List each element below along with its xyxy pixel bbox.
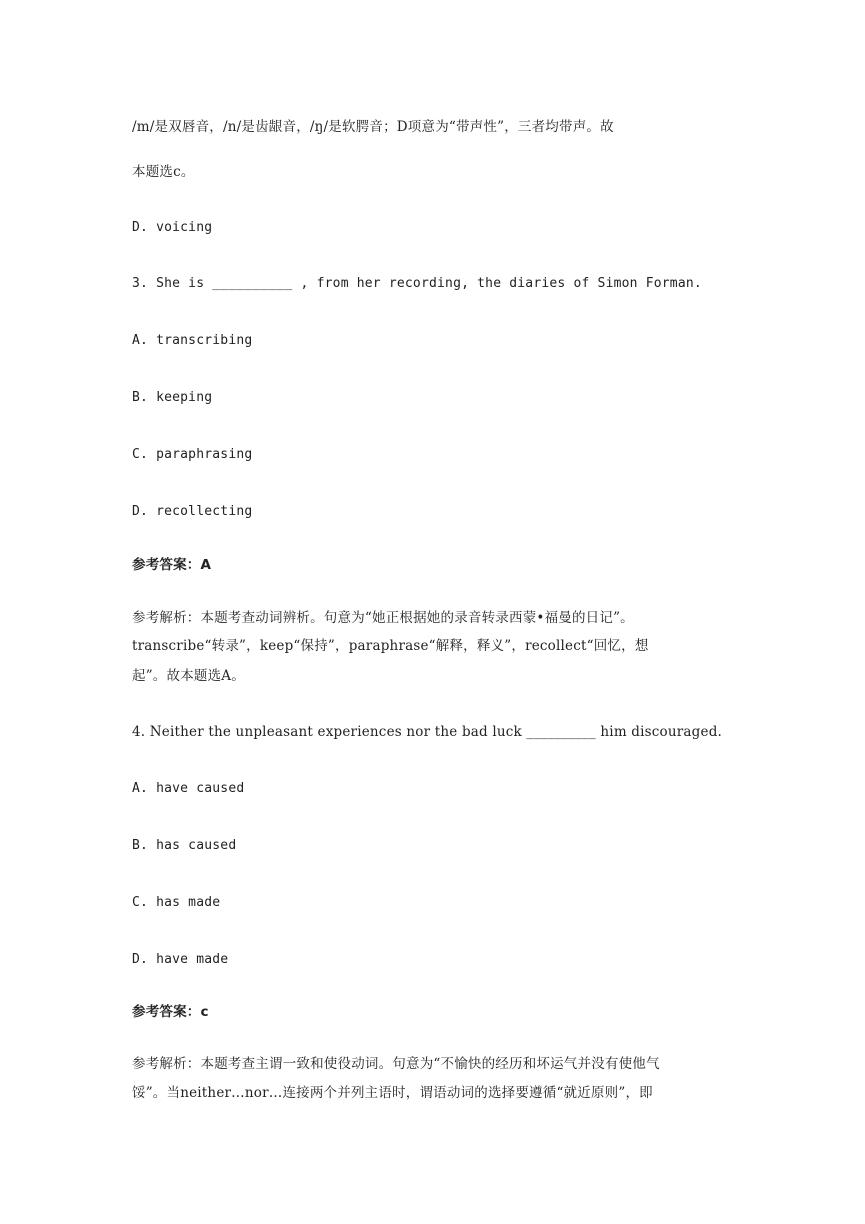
- q3-stem: 3. She is __________ , from her recording, the diaries of Simon Forman.: [132, 276, 702, 291]
- q4-answer: 参考答案：c: [132, 1004, 209, 1020]
- q3-option-b: B. keeping: [132, 390, 213, 405]
- q3-answer: 参考答案：A: [132, 557, 212, 573]
- q3-analysis-line-2: transcribe“转录”，keep“保持”，paraphrase“解释，释义”，recollect“回忆，想: [132, 638, 649, 654]
- q3-option-c: C. paraphrasing: [132, 447, 253, 462]
- q2-option-d: D. voicing: [132, 220, 213, 235]
- q4-analysis-line-2: 馁”。当neither…nor…连接两个并列主语时，谓语动词的选择要遵循“就近原则”，即: [132, 1085, 653, 1101]
- q4-stem: 4. Neither the unpleasant experiences nor the bad luck __________ him discouraged.: [132, 724, 723, 740]
- q3-analysis-line-1: 参考解析：本题考查动词辨析。句意为“她正根据她的录音转录西蒙•福曼的日记”。: [132, 610, 634, 626]
- q2-explanation-line-2: 本题选c。: [132, 164, 195, 180]
- q4-option-c: C. has made: [132, 895, 221, 910]
- q3-option-d: D. recollecting: [132, 504, 253, 519]
- q3-option-a: A. transcribing: [132, 333, 253, 348]
- q2-explanation-line-1: /m/是双唇音，/n/是齿龈音，/ŋ/是软腭音；D项意为“带声性”，三者均带声。故: [132, 119, 614, 135]
- q3-analysis-line-3: 起”。故本题选A。: [132, 668, 245, 684]
- q4-analysis-line-1: 参考解析：本题考查主谓一致和使役动词。句意为“不愉快的经历和坏运气并没有使他气: [132, 1056, 660, 1072]
- q4-option-b: B. has caused: [132, 838, 237, 853]
- q4-option-d: D. have made: [132, 952, 229, 967]
- q4-option-a: A. have caused: [132, 781, 245, 796]
